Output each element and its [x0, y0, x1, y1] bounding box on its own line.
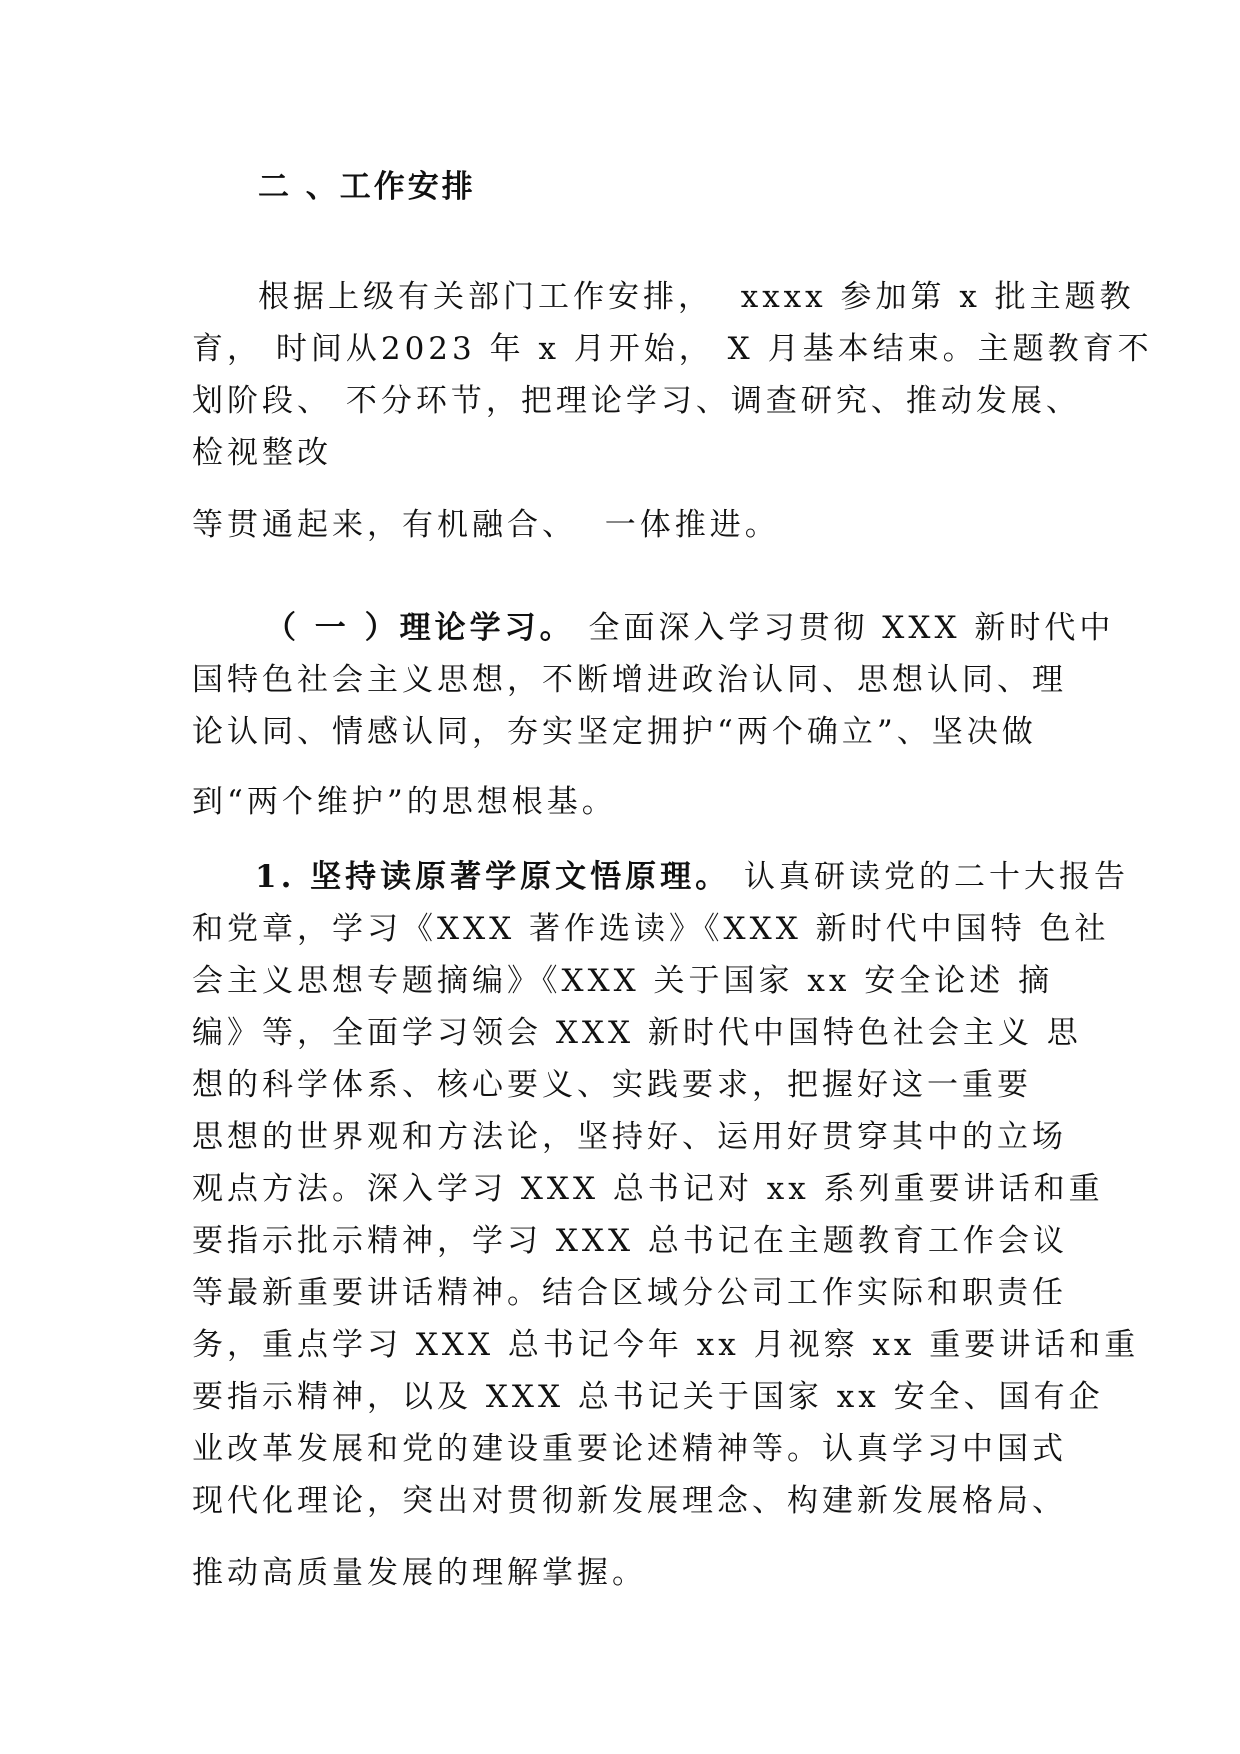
intro-line-1: 根据上级有关部门工作安排， xxxx 参加第 x 批主题教	[258, 279, 1135, 315]
item-1-line-12: 业改革发展和党的建设重要论述精神等。认真学习中国式	[192, 1431, 1067, 1467]
item-1-line-11: 要指示精神，以及 XXX 总书记关于国家 xx 安全、国有企	[192, 1379, 1104, 1415]
item-1-line-8: 要指示批示精神，学习 XXX 总书记在主题教育工作会议	[192, 1223, 1068, 1259]
item-1-line-14: 推动高质量发展的理解掌握。	[192, 1555, 647, 1591]
theory-study-first-line-text: 全面深入学习贯彻 XXX 新时代中	[574, 610, 1115, 646]
item-1-line-10: 务，重点学习 XXX 总书记今年 xx 月视察 xx 重要讲话和重	[192, 1327, 1140, 1363]
item-1-line-7: 观点方法。深入学习 XXX 总书记对 xx 系列重要讲话和重	[192, 1171, 1104, 1207]
intro-line-3: 划阶段、 不分环节，把理论学习、调查研究、推动发展、	[192, 383, 1081, 419]
item-1-line-3: 会主义思想专题摘编》《XXX 关于国家 xx 安全论述 摘	[192, 963, 1054, 999]
theory-study-line-3: 论认同、情感认同，夯实坚定拥护“两个确立”、坚决做	[192, 714, 1037, 750]
item-1-line-9: 等最新重要讲话精神。结合区域分公司工作实际和职责任	[192, 1275, 1067, 1311]
theory-study-line-4: 到“两个维护”的思想根基。	[192, 784, 617, 820]
item-1-line-5: 想的科学体系、核心要义、实践要求，把握好这一重要	[192, 1067, 1032, 1103]
item-1-heading: 1. 坚持读原著学原文悟原理。	[255, 859, 731, 895]
theory-study-heading: （ 一 ）理论学习。	[265, 610, 575, 646]
item-1-first-line-text: 认真研读党的二十大报告	[730, 859, 1130, 895]
item-1-line-2: 和党章，学习《XXX 著作选读》《XXX 新时代中国特 色社	[192, 911, 1110, 947]
item-1-line-1	[255, 857, 1129, 897]
intro-line-2: 育， 时间从2023 年 x 月开始， X 月基本结束。主题教育不	[192, 331, 1153, 367]
intro-line-5: 等贯通起来，有机融合、 一体推进。	[192, 507, 780, 543]
theory-study-line-2: 国特色社会主义思想，不断增进政治认同、思想认同、理	[192, 662, 1067, 698]
item-1-line-6: 思想的世界观和方法论，坚持好、运用好贯穿其中的立场	[192, 1119, 1067, 1155]
intro-line-4: 检视整改	[192, 435, 332, 471]
theory-study-line-1	[265, 608, 1114, 648]
item-1-line-13: 现代化理论，突出对贯彻新发展理念、构建新发展格局、	[192, 1483, 1067, 1519]
section-heading: 二 、工作安排	[258, 169, 476, 205]
item-1-line-4: 编》等，全面学习领会 XXX 新时代中国特色社会主义 思	[192, 1015, 1082, 1051]
